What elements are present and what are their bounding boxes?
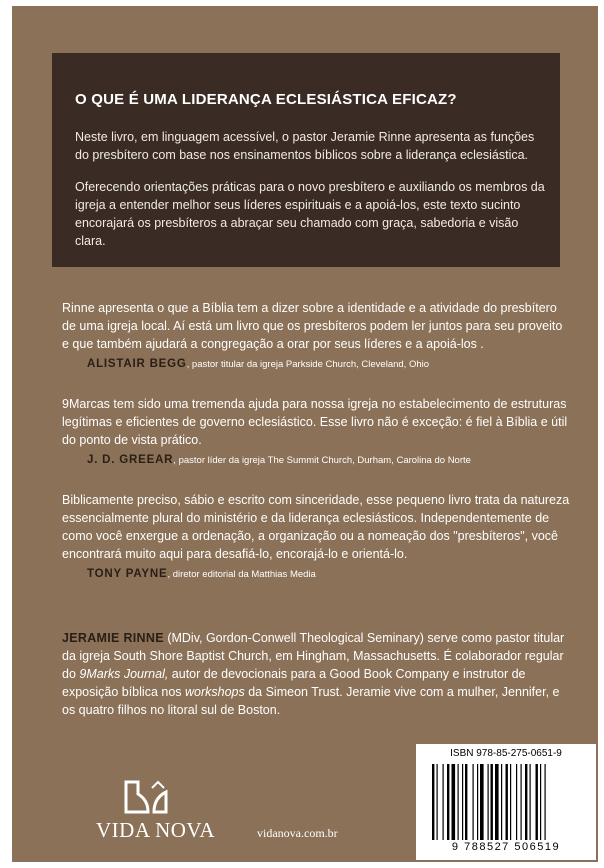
endorser-name: TONY PAYNE bbox=[87, 568, 168, 580]
barcode-bar bbox=[521, 764, 522, 840]
endorsement-text: Biblicamente preciso, sábio e escrito com sinceridade, esse pequeno livro trata da natureza essencialmente plural do ministério e da liderança eclesiásticos. Independentemente de como você enxergue a ordenação, a organização ou a nomeação dos "presbíteros", você encontrará muito aqui para desafiá-lo, encorajá-lo e orientá-lo. bbox=[62, 493, 570, 561]
barcode-bar bbox=[465, 764, 467, 840]
endorser-role: , pastor titular da igreja Parkside Church, Cleveland, Ohio bbox=[186, 359, 430, 370]
barcode-bar bbox=[437, 764, 438, 840]
barcode-bar bbox=[462, 764, 463, 840]
endorsement-text: Rinne apresenta o que a Bíblia tem a dizer sobre a identidade e a atividade do presbítero de uma igreja local. Aí está um livro que os presbíteros podem ler juntos para seu proveito e que também ajudará a congregação a orar por seus líderes e a apoiá-los . bbox=[62, 301, 563, 351]
barcode-bar bbox=[491, 764, 493, 840]
barcode-bar bbox=[458, 764, 459, 840]
barcode-bar bbox=[452, 764, 456, 840]
endorser-name: J. D. GREEAR bbox=[87, 454, 174, 466]
bio-italic: workshops bbox=[185, 685, 245, 699]
barcode-bar bbox=[488, 764, 489, 840]
intro-box bbox=[52, 53, 560, 267]
bio-text: autor de devocionais para a Good Book Company e instrutor de exposição bíblica nos bbox=[62, 667, 526, 699]
barcode-bar bbox=[480, 764, 484, 840]
intro-heading: O QUE É UMA LIDERANÇA ECLESIÁSTICA EFICAZ? bbox=[75, 91, 457, 108]
intro-paragraph-1: Neste livro, em linguagem acessível, o pastor Jeramie Rinne apresenta as funções do presbítero com base nos ensinamentos bíblicos sobre a liderança eclesiástica. bbox=[75, 130, 535, 162]
endorsement-attribution bbox=[87, 358, 567, 370]
endorser-name: ALISTAIR BEGG bbox=[87, 358, 187, 370]
endorsement-attribution bbox=[87, 568, 567, 580]
endorser-role: , diretor editorial da Matthias Media bbox=[167, 569, 316, 580]
barcode-bar bbox=[443, 764, 444, 840]
barcode-bar bbox=[495, 764, 499, 840]
barcode-bar bbox=[473, 764, 474, 840]
author-name: JERAMIE RINNE bbox=[62, 631, 164, 645]
intro-paragraph-2: Oferecendo orientações práticas para o novo presbítero e auxiliando os membros da igreja a entender melhor seus líderes espirituais e a apoiá-los, este texto sucinto encorajará os presbíteros a abraçar seu chamado com graça, sabedoria e visão clara. bbox=[75, 180, 545, 248]
barcode-bar bbox=[432, 764, 434, 840]
author-bio bbox=[62, 629, 567, 719]
barcode-bar bbox=[536, 764, 538, 840]
publisher-name: VIDA NOVA bbox=[96, 818, 216, 842]
back-cover bbox=[12, 6, 598, 862]
barcode-bar bbox=[447, 764, 449, 840]
barcode-bar bbox=[525, 764, 527, 840]
barcode-bar bbox=[540, 764, 541, 840]
barcode-bar bbox=[545, 764, 546, 840]
bio-italic: 9Marks Journal, bbox=[79, 667, 169, 681]
barcode-bars-icon bbox=[430, 764, 582, 840]
barcode-bar bbox=[477, 764, 478, 840]
bio-text: (MDiv, Gordon-Conwell Theological Seminary) serve como pastor titular da igreja South Shore Baptist Church, em Hingham, Massachusetts. É colaborador regular do bbox=[62, 631, 565, 681]
barcode-bar bbox=[501, 764, 502, 840]
publisher-logo bbox=[96, 778, 216, 848]
isbn-label: ISBN 978-85-275-0651-9 bbox=[450, 748, 562, 759]
endorsement-attribution bbox=[87, 454, 567, 466]
logo-mark-icon bbox=[96, 778, 206, 816]
barcode bbox=[416, 744, 596, 860]
barcode-bar bbox=[506, 764, 508, 840]
barcode-bar bbox=[510, 764, 511, 840]
barcode-bar bbox=[530, 764, 531, 840]
endorsement-text: 9Marcas tem sido uma tremenda ajuda para nossa igreja no estabelecimento de estruturas legítimas e eficientes de governo eclesiástico. Esse livro não é exceção: é fiel à Bíblia e útil do ponto de vista prático. bbox=[62, 397, 568, 447]
barcode-bar bbox=[516, 764, 517, 840]
barcode-number: 9 788527 506519 bbox=[451, 841, 561, 853]
publisher-website: vidanova.com.br bbox=[257, 826, 338, 840]
bio-text: da Simeon Trust. Jeramie vive com a mulher, Jennifer, e os quatro filhos no litoral sul de Boston. bbox=[62, 685, 560, 717]
endorser-role: , pastor líder da igreja The Summit Church, Durham, Carolina do Norte bbox=[173, 455, 471, 466]
